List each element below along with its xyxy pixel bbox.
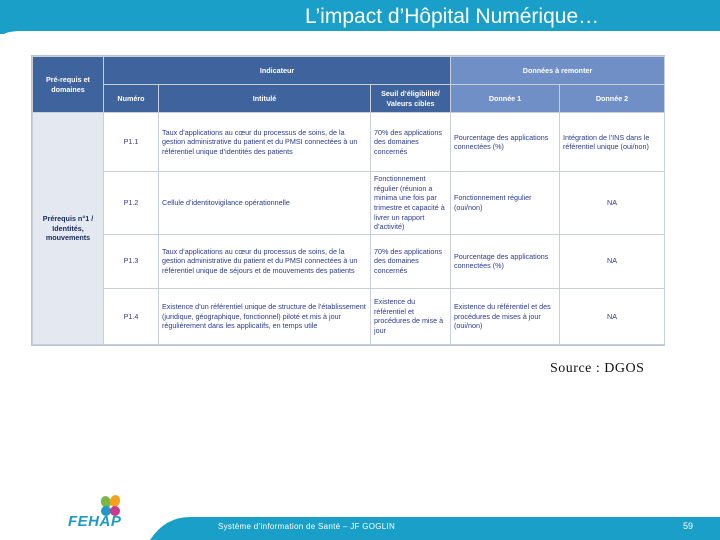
header-prereq: Pré-requis et domaines xyxy=(33,57,104,113)
row-donnee2: Intégration de l’INS dans le référentiel unique (oui/non) xyxy=(560,113,665,172)
header-donnee2: Donnée 2 xyxy=(560,85,665,113)
row-intitule: Taux d’applications au cœur du processus de soins, de la gestion administrative du patient et du PMSI connectées à un référentiel unique d’identités des patients xyxy=(159,113,371,172)
page-title: L’impact d’Hôpital Numérique… xyxy=(305,5,600,28)
indicator-table xyxy=(31,55,665,346)
row-donnee2: NA xyxy=(560,172,665,234)
domain-cell: Prérequis n°1 / Identités, mouvements xyxy=(33,113,104,345)
header-donnees: Données à remonter xyxy=(451,57,665,85)
header-intitule: Intitulé xyxy=(159,85,371,113)
row-intitule: Cellule d’identitovigilance opérationnelle xyxy=(159,172,371,234)
header-indicateur: Indicateur xyxy=(104,57,451,85)
table-row xyxy=(33,288,665,344)
header-donnee1: Donnée 1 xyxy=(451,85,560,113)
row-number: P1.3 xyxy=(104,234,159,288)
slide-header xyxy=(0,0,720,48)
header-seuil: Seuil d’éligibilité/ Valeurs cibles xyxy=(371,85,451,113)
row-donnee2: NA xyxy=(560,288,665,344)
row-seuil: Existence du référentiel et procédures de mise à jour xyxy=(371,288,451,344)
row-number: P1.4 xyxy=(104,288,159,344)
row-seuil: 70% des applications des domaines concernés xyxy=(371,113,451,172)
source-caption: Source : DGOS xyxy=(550,361,645,376)
table-row xyxy=(33,172,665,234)
row-intitule: Taux d’applications au cœur du processus de soins, de la gestion administrative du patient et du PMSI connectées à un référentiel unique de séjours et de mouvements des patients xyxy=(159,234,371,288)
row-donnee2: NA xyxy=(560,234,665,288)
row-seuil: Fonctionnement régulier (réunion a minima une fois par trimestre et capacité à livrer un rapport d’activité) xyxy=(371,172,451,234)
row-donnee1: Fonctionnement régulier (oui/non) xyxy=(451,172,560,234)
row-number: P1.1 xyxy=(104,113,159,172)
row-donnee1: Existence du référentiel et des procédures de mises à jour (oui/non) xyxy=(451,288,560,344)
logo-text: FEHAP xyxy=(68,513,122,530)
row-donnee1: Pourcentage des applications connectées (%) xyxy=(451,113,560,172)
table-row xyxy=(33,113,665,172)
row-seuil: 70% des applications des domaines concernés xyxy=(371,234,451,288)
header-numero: Numéro xyxy=(104,85,159,113)
row-donnee1: Pourcentage des applications connectées (%) xyxy=(451,234,560,288)
row-intitule: Existence d’un référentiel unique de structure de l’établissement (juridique, géographique, fonctionnel) piloté et mis à jour régulièrement dans les applicatifs, en temps utile xyxy=(159,288,371,344)
row-number: P1.2 xyxy=(104,172,159,234)
table-row xyxy=(33,234,665,288)
footer-text: Système d’information de Santé – JF GOGLIN xyxy=(218,522,396,531)
page-number: 59 xyxy=(683,521,694,531)
